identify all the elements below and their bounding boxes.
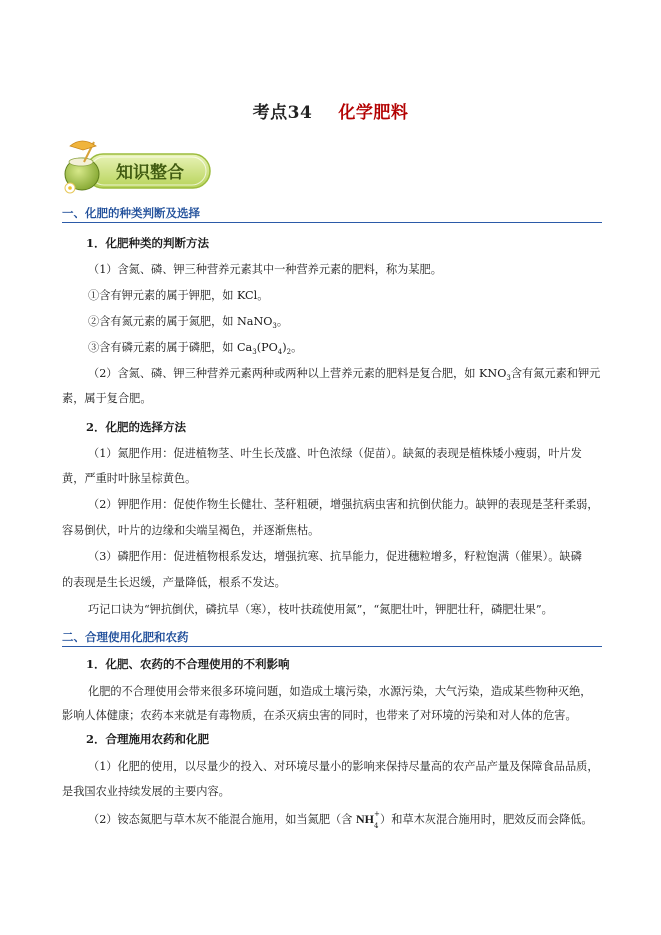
s1-p2-line-5: （3）磷肥作用：促进植物根系发达，增强抗寒、抗旱能力，促进穗粒增多，籽粒饱满（催果）。缺磷 [88,550,582,563]
s1-p2-line-3: （2）钾肥作用：促使作物生长健壮、茎秆粗硬，增强抗病虫害和抗倒伏能力。缺钾的表现是茎秆柔弱， [88,498,599,511]
s1-p1-line-4-sub-2: 4 [277,348,283,357]
page-title [0,98,661,123]
s1-p2-line-2: 黄，严重时叶脉呈棕黄色。 [62,472,197,485]
s1-p1-line-4-sub-1: 3 [252,348,257,357]
knowledge-summary-badge [60,138,216,198]
s1-p2-line-1: （1）氮肥作用：促进植物茎、叶生长茂盛、叶色浓绿（促苗）。缺氮的表现是植株矮小瘦弱，叶片发 [88,447,582,460]
section-1-rule [62,222,602,223]
s1-p1-line-4-mid-2: ) [282,341,287,354]
s1-p1-line-3-sub: 3 [272,322,277,331]
s1-p1-line-3-end: 。 [276,315,289,328]
s2-p2-line-3-end: ）和草木灰混合施用时，肥效反而会降低。 [380,813,593,826]
s1-p1-line-4-sub-3: 2 [286,348,292,357]
ammonium-indices [374,810,380,830]
s1-p1-line-5-text: （2）含氮、磷、钾三种营养元素两种或两种以上营养元素的肥料是复合肥，如 KNO [88,367,507,380]
s1-p1-heading: 1．化肥种类的判断方法 [86,236,210,250]
s2-p2-line-3 [88,811,593,828]
badge-label: 知识整合 [116,163,184,183]
s2-p2-line-1: （1）化肥的使用，以尽量少的投入、对环境尽量小的影响来保持尽量高的农产品产量及保障食品品质， [88,760,599,773]
s1-p2-heading: 2．化肥的选择方法 [86,420,187,434]
s1-p1-line-1: （1）含氮、磷、钾三种营养元素其中一种营养元素的肥料，称为某肥。 [88,263,442,276]
s1-p1-line-6: 素，属于复合肥。 [62,392,152,405]
ammonium-sub: 4 [374,822,379,830]
section-2-rule [62,646,602,647]
topic-name: 化学肥料 [338,103,409,123]
s1-p2-line-7: 巧记口诀为“钾抗倒伏，磷抗旱（寒），枝叶扶疏使用氮”，“氮肥壮叶，钾肥壮秆，磷肥壮果”。 [88,603,553,616]
s1-p1-line-3-text: ②含有氮元素的属于氮肥，如 NaNO [88,315,273,328]
s1-p1-line-4-mid-1: (PO [256,341,278,354]
section-1-heading: 一、化肥的种类判断及选择 [62,206,200,220]
ammonium-formula: NH [356,812,374,826]
s1-p2-line-4: 容易倒伏，叶片的边缘和尖端呈褐色，并逐渐焦枯。 [62,524,320,537]
s2-p2-heading: 2．合理施用农药和化肥 [86,732,210,746]
ammonium-charge: + [374,810,380,818]
s1-p1-line-5-sub: 3 [506,374,511,383]
s1-p1-line-4 [88,340,302,360]
s1-p1-line-4-end: 。 [291,341,303,354]
s1-p2-line-6: 的表现是生长迟缓，产量降低，根系不发达。 [62,576,286,589]
s2-p1-heading: 1．化肥、农药的不合理使用的不利影响 [86,657,290,671]
s1-p1-line-5-end: 含有氮元素和钾元 [510,367,601,380]
s1-p1-line-3 [88,314,288,334]
s1-p1-line-4-text: ③含有磷元素的属于磷肥，如 Ca [88,341,253,354]
s1-p1-line-2: ①含有钾元素的属于钾肥，如 KCl。 [88,289,269,302]
s2-p1-line-2: 影响人体健康；农药本来就是有毒物质，在杀灭病虫害的同时，也带来了对环境的污染和对人体的危害。 [62,709,577,722]
s2-p2-line-2: 是我国农业持续发展的主要内容。 [62,785,230,798]
s2-p2-line-3-text: （2）铵态氮肥与草木灰不能混合施用，如当氮肥（含 [88,813,356,826]
s2-p1-line-1: 化肥的不合理使用会带来很多环境问题，如造成土壤污染，水源污染，大气污染，造成某些物种灭绝， [88,685,592,698]
topic-number: 考点34 [252,103,313,123]
s1-p1-line-5 [88,366,600,386]
section-2-heading: 二、合理使用化肥和农药 [62,630,189,644]
